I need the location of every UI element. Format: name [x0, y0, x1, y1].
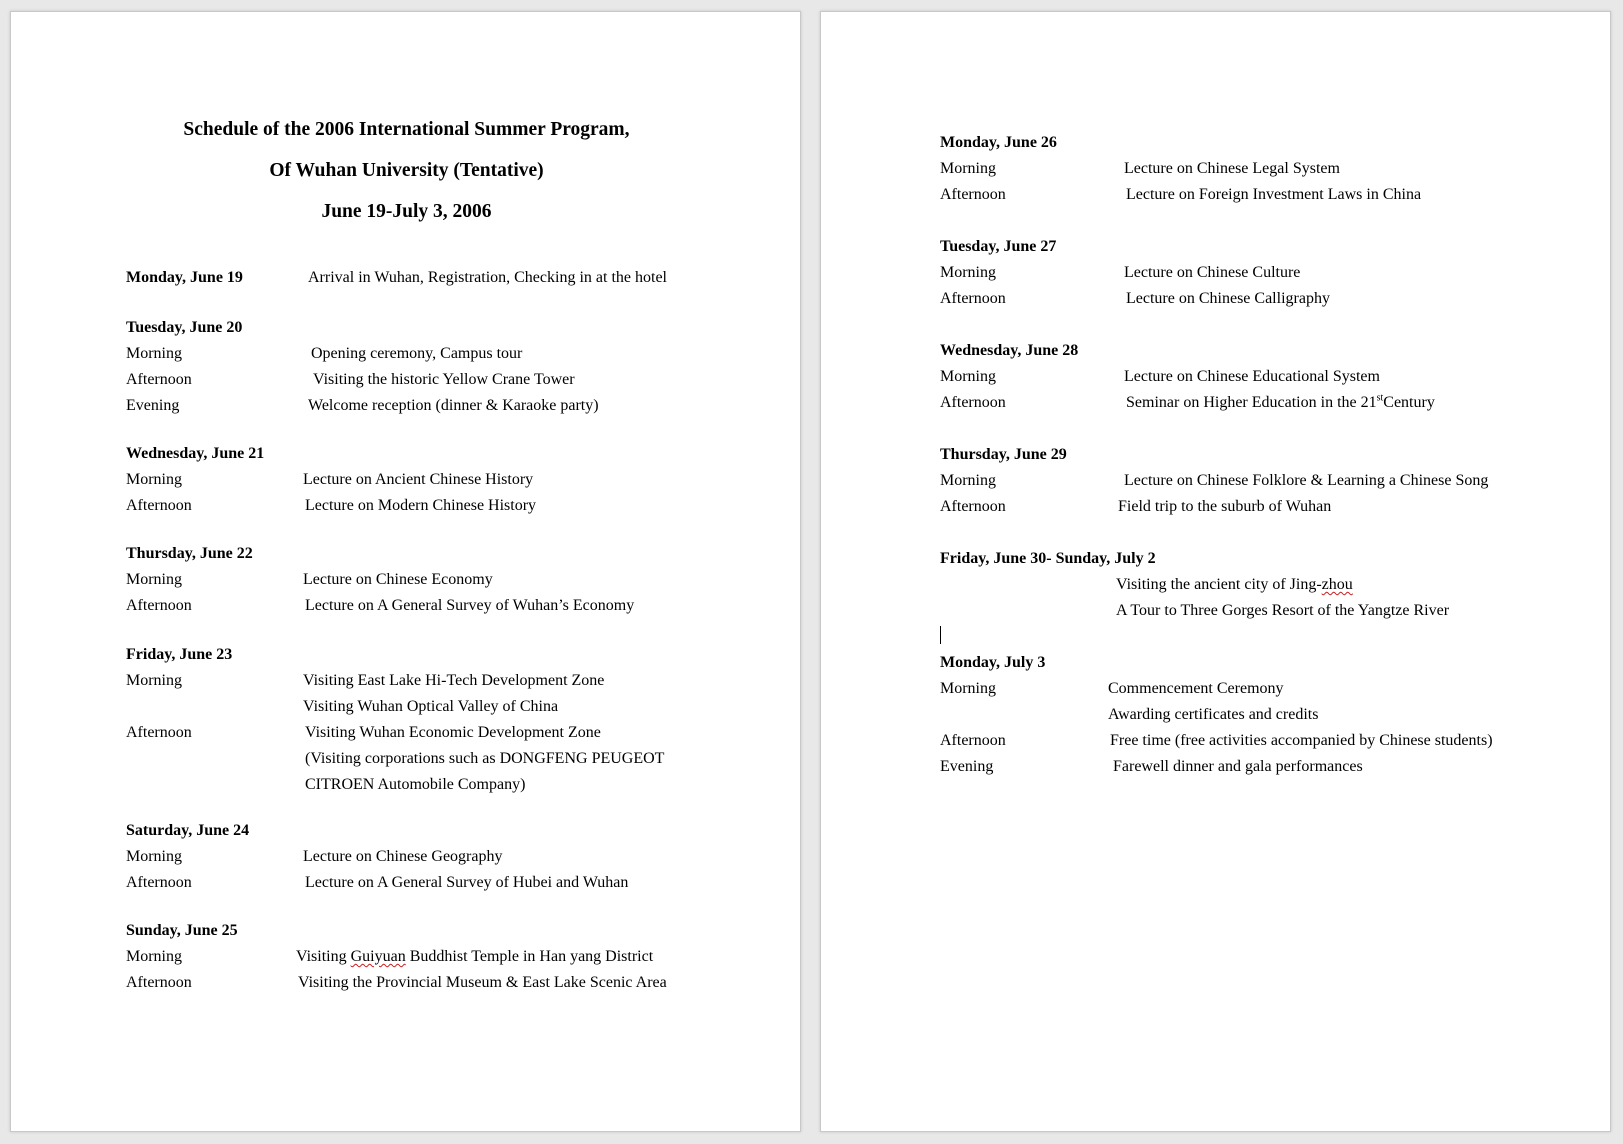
day-heading: Friday, June 30- Sunday, July 2 [940, 550, 1156, 567]
activity-text: Welcome reception (dinner & Karaoke party) [308, 397, 599, 414]
day-june-21 [11, 441, 802, 519]
time-label: Morning [126, 848, 182, 865]
text-part: Visiting the ancient city of Jing- [1116, 576, 1322, 593]
activity-text: Lecture on Chinese Folklore & Learning a Chinese Song [1124, 472, 1489, 489]
schedule-row [11, 746, 802, 772]
schedule-row [11, 493, 802, 519]
schedule-row [11, 467, 802, 493]
time-label: Evening [126, 397, 180, 414]
time-label: Morning [940, 368, 996, 385]
day-heading: Monday, June 19 [126, 269, 243, 286]
time-label: Afternoon [940, 498, 1006, 515]
spelling-flagged-word[interactable]: zhou [1321, 576, 1353, 593]
time-label: Evening [940, 758, 994, 775]
activity-text: Arrival in Wuhan, Registration, Checking in at the hotel [308, 269, 667, 286]
schedule-row [11, 567, 802, 593]
activity-text: Lecture on A General Survey of Wuhan’s Economy [305, 597, 635, 614]
time-label: Afternoon [940, 186, 1006, 203]
text-part: Buddhist Temple in Han yang District [405, 948, 654, 965]
day-heading: Friday, June 23 [126, 646, 233, 663]
time-label: Morning [940, 160, 996, 177]
time-label: Morning [940, 472, 996, 489]
time-label: Afternoon [940, 394, 1006, 411]
day-june-20 [11, 315, 802, 419]
activity-text: Lecture on Chinese Economy [303, 571, 493, 588]
document-date-range: June 19-July 3, 2006 [321, 201, 492, 222]
day-june-28 [821, 338, 1612, 416]
day-heading: Monday, June 26 [940, 134, 1057, 151]
schedule-row [821, 156, 1612, 182]
activity-text: (Visiting corporations such as DONGFENG PEUGEOT [305, 750, 665, 767]
day-july-3 [821, 650, 1612, 780]
day-june-27 [821, 234, 1612, 312]
ordinal-superscript: st [1376, 392, 1384, 404]
schedule-row [821, 598, 1612, 624]
schedule-row [821, 182, 1612, 208]
activity-text: Lecture on Foreign Investment Laws in China [1126, 186, 1422, 203]
day-june-25 [11, 918, 802, 996]
day-june-24 [11, 818, 802, 896]
schedule-row [821, 572, 1612, 598]
schedule-row [821, 468, 1612, 494]
day-june-30-july-2 [821, 546, 1612, 650]
day-june-19 [11, 265, 802, 291]
activity-text: Farewell dinner and gala performances [1113, 758, 1363, 775]
schedule-row [821, 286, 1612, 312]
schedule-row [11, 668, 802, 694]
day-heading: Thursday, June 29 [940, 446, 1067, 463]
schedule-row [821, 754, 1612, 780]
schedule-row [11, 367, 802, 393]
schedule-row [11, 944, 802, 970]
text-cursor [940, 626, 941, 644]
activity-text: Visiting Wuhan Economic Development Zone [305, 724, 601, 741]
activity-text: Lecture on Modern Chinese History [305, 497, 537, 514]
day-june-22 [11, 541, 802, 619]
activity-text: Lecture on Ancient Chinese History [303, 471, 534, 488]
activity-text: Visiting the historic Yellow Crane Tower [313, 371, 575, 388]
schedule-row [821, 494, 1612, 520]
schedule-row [11, 844, 802, 870]
day-heading: Saturday, June 24 [126, 822, 250, 839]
activity-text: Field trip to the suburb of Wuhan [1118, 498, 1332, 515]
activity-text: Lecture on Chinese Educational System [1124, 368, 1380, 385]
schedule-row [11, 694, 802, 720]
day-heading: Wednesday, June 28 [940, 342, 1079, 359]
schedule-row [11, 870, 802, 896]
time-label: Afternoon [940, 290, 1006, 307]
day-heading: Thursday, June 22 [126, 545, 253, 562]
schedule-row [821, 260, 1612, 286]
activity-text: Commencement Ceremony [1108, 680, 1284, 697]
text-cursor-line[interactable] [821, 624, 1612, 650]
day-heading: Tuesday, June 20 [126, 319, 243, 336]
time-label: Morning [126, 345, 182, 362]
schedule-row [11, 970, 802, 996]
time-label: Morning [126, 471, 182, 488]
activity-text: Visiting Wuhan Optical Valley of China [303, 698, 559, 715]
activity-text: Opening ceremony, Campus tour [311, 345, 523, 362]
activity-text: Lecture on A General Survey of Hubei and Wuhan [305, 874, 629, 891]
activity-text [1116, 572, 1353, 598]
schedule-row [821, 364, 1612, 390]
schedule-row [821, 702, 1612, 728]
spelling-flagged-word[interactable]: Guiyuan [350, 948, 406, 965]
time-label: Morning [940, 264, 996, 281]
time-label: Afternoon [126, 974, 192, 991]
time-label: Afternoon [126, 724, 192, 741]
document-subtitle: Of Wuhan University (Tentative) [269, 160, 544, 181]
time-label: Morning [126, 672, 182, 689]
text-part: Seminar on Higher Education in the 21 [1126, 394, 1377, 411]
schedule-row [821, 676, 1612, 702]
schedule-row [11, 720, 802, 746]
activity-text: Lecture on Chinese Geography [303, 848, 503, 865]
day-june-23 [11, 642, 802, 798]
activity-text: Awarding certificates and credits [1108, 706, 1319, 723]
time-label: Morning [126, 948, 182, 965]
time-label: Afternoon [126, 597, 192, 614]
activity-text: Visiting the Provincial Museum & East Lake Scenic Area [298, 974, 667, 991]
activity-text: A Tour to Three Gorges Resort of the Yangtze River [1116, 602, 1450, 619]
activity-text: Lecture on Chinese Calligraphy [1126, 290, 1330, 307]
activity-text: Visiting East Lake Hi-Tech Development Zone [303, 672, 605, 689]
day-heading: Sunday, June 25 [126, 922, 238, 939]
activity-text: Lecture on Chinese Culture [1124, 264, 1301, 281]
time-label: Afternoon [126, 497, 192, 514]
schedule-row [11, 393, 802, 419]
schedule-row [821, 728, 1612, 754]
time-label: Afternoon [940, 732, 1006, 749]
document-title: Schedule of the 2006 International Summer Program, [183, 119, 630, 140]
document-page-1[interactable] [10, 11, 801, 1132]
activity-text [1126, 390, 1435, 416]
text-part: Visiting [296, 948, 351, 965]
time-label: Afternoon [126, 371, 192, 388]
day-heading: Wednesday, June 21 [126, 445, 265, 462]
activity-text [296, 944, 653, 970]
activity-text: Free time (free activities accompanied by Chinese students) [1110, 732, 1493, 749]
document-page-2[interactable] [820, 11, 1611, 1132]
time-label: Morning [940, 680, 996, 697]
schedule-row [11, 341, 802, 367]
schedule-row [11, 593, 802, 619]
day-heading: Tuesday, June 27 [940, 238, 1057, 255]
schedule-row [821, 390, 1612, 416]
activity-text: CITROEN Automobile Company) [305, 776, 526, 793]
time-label: Morning [126, 571, 182, 588]
time-label: Afternoon [126, 874, 192, 891]
day-june-29 [821, 442, 1612, 520]
schedule-row [11, 772, 802, 798]
text-part: Century [1383, 394, 1435, 411]
day-june-26 [821, 130, 1612, 208]
activity-text: Lecture on Chinese Legal System [1124, 160, 1340, 177]
day-heading: Monday, July 3 [940, 654, 1046, 671]
